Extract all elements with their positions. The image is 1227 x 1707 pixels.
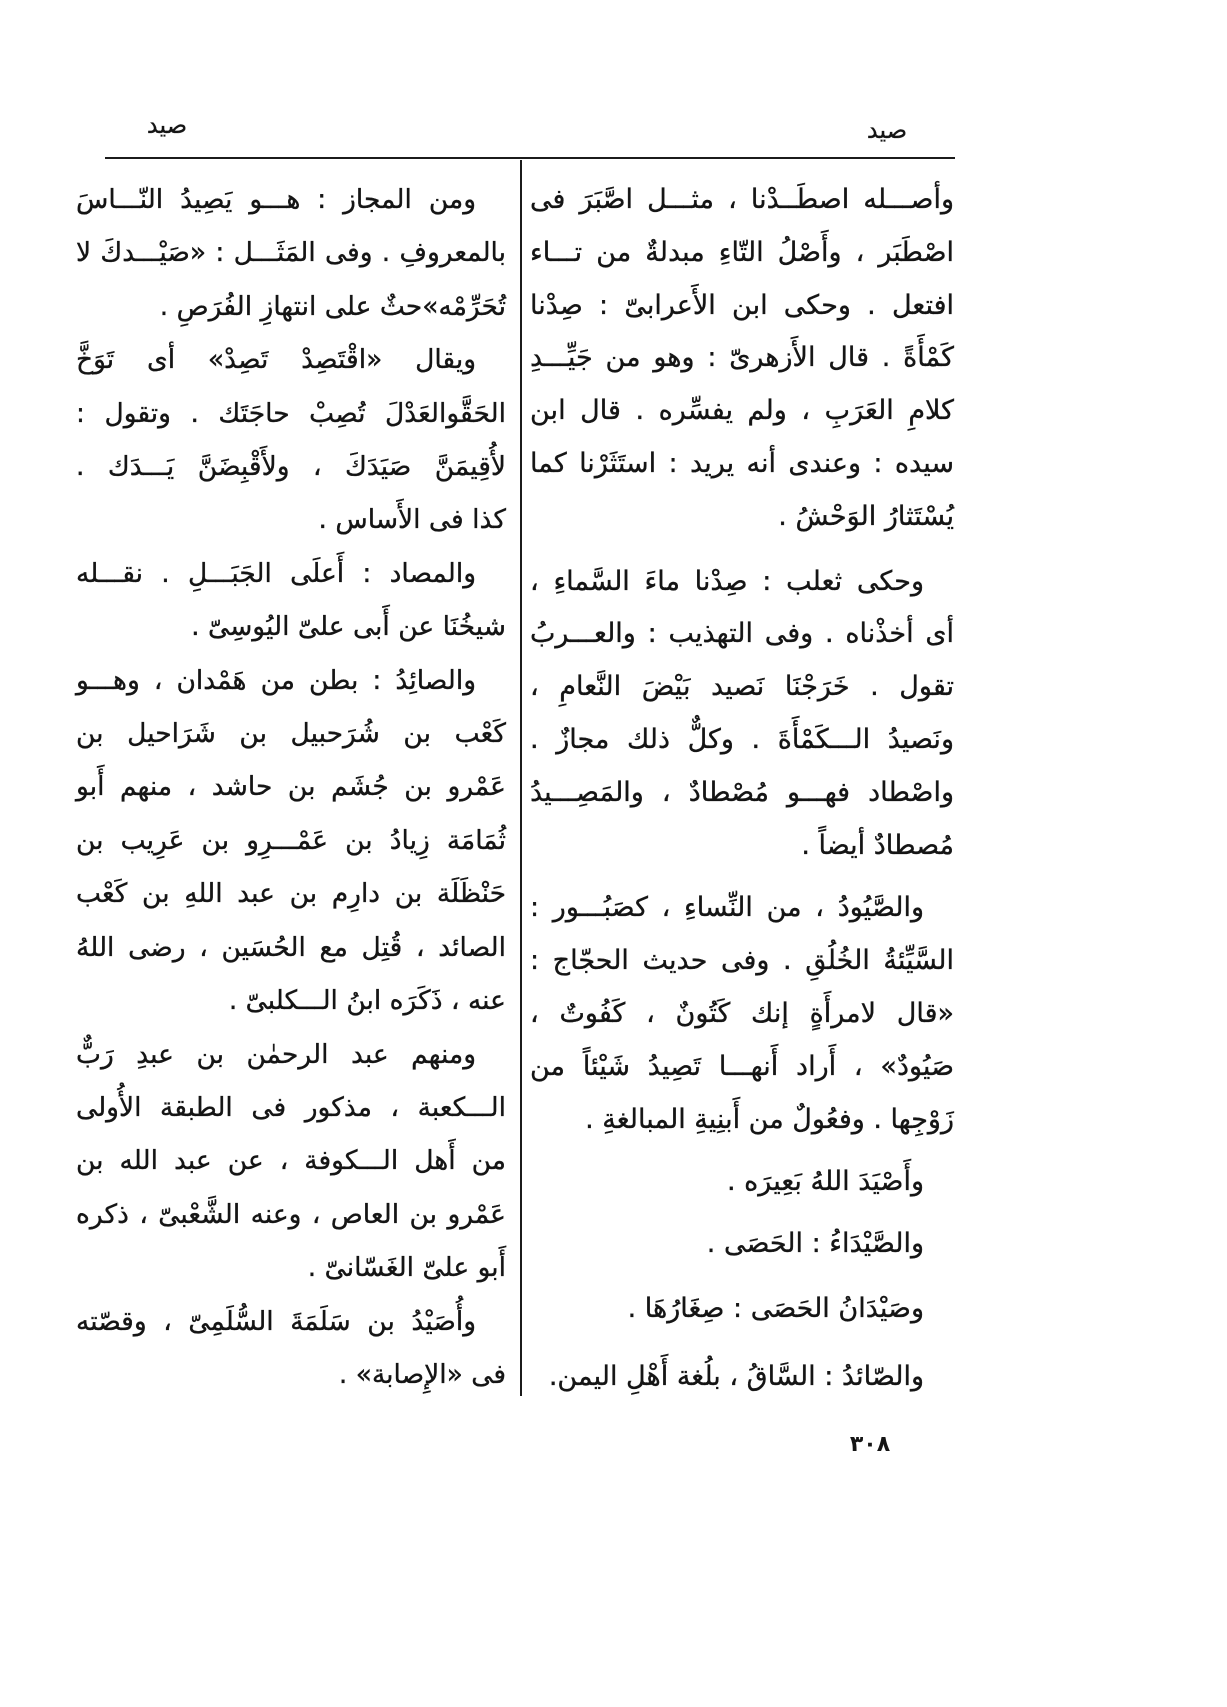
left-column	[76, 173, 506, 1401]
text-line: عَمْرو بن جُشَم بن حاشد ، منهم أَبو	[76, 771, 506, 803]
paragraph	[76, 1295, 506, 1402]
text-line: زَوْجِها . وفعُولٌ من أَبنِيةِ المبالغةِ .	[585, 1103, 954, 1135]
text-line: السَّيِّئةُ الخُلُقِ . وفى حديث الحجّاج :	[530, 945, 954, 977]
right-column	[530, 174, 954, 1404]
page-number: ٣٠٨	[849, 1432, 891, 1457]
text-line: أَبو علىّ الغَسّانىّ .	[307, 1252, 506, 1284]
text-line: أى أخذْناه . وفى التهذيب : والعـــربُ	[530, 618, 954, 650]
text-line: من أَهل الـــكوفة ، عن عبد الله بن	[76, 1145, 506, 1177]
text-line: افتعل . وحكى ابن الأَعرابىّ : صِدْنا	[530, 289, 954, 321]
paragraph	[76, 547, 506, 654]
paragraph	[530, 556, 954, 873]
text-line: عنه ، ذَكَرَه ابنُ الـــكلبىّ .	[228, 985, 506, 1017]
text-line: سيده : وعندى أنه يريد : استَثَرْنا كما	[530, 447, 954, 479]
paragraph	[530, 1283, 954, 1336]
text-line: والصائِدُ : بطن من هَمْدان ، وهـــو	[76, 664, 476, 696]
text-line: وصَيْدَانُ الحَصَى : صِغَارُهَا .	[627, 1292, 924, 1324]
text-line: والصّائدُ : السَّاقُ ، بلُغة أَهْلِ اليمن.	[548, 1360, 924, 1392]
text-line: ونَصيدُ الـــكَمْأَةَ . وكلٌّ ذلك مجازٌ .	[530, 723, 954, 755]
running-head-right: صيد	[866, 116, 908, 144]
text-line: لأُقِيمَنَّ صَيَدَكَ ، ولأَقْبِضَنَّ يَـــدَك .	[76, 451, 506, 483]
text-line: ثُمَامَة زِيادُ بن عَمْـــرِو بن عَرِيب بن	[76, 824, 506, 856]
text-line: كذا فى الأَساس .	[318, 504, 506, 536]
text-line: وأصـــله اصطَــدْنا ، مثـــل اصَّبَرَ فى	[530, 184, 954, 215]
text-line: وأُصَيْدُ بن سَلَمَةَ السُّلَمِىّ ، وقصّته	[76, 1305, 476, 1337]
text-line: تُحَرِّمْه»حثٌ على انتهازِ الفُرَصِ .	[159, 290, 506, 322]
text-line: مُصطادٌ أيضاً .	[801, 829, 954, 861]
text-line: واصْطاد فهـــو مُصْطادٌ ، والمَصِـــيدُ	[530, 776, 954, 808]
text-line: والمصاد : أَعلَى الجَبَـــلِ . نقـــله	[76, 557, 476, 589]
paragraph	[76, 1028, 506, 1295]
column-divider	[520, 160, 522, 1396]
text-line: الـــكعبة ، مذكور فى الطبقة الأُولى	[76, 1091, 506, 1123]
header-rule	[105, 157, 955, 159]
text-line: ويقال «اقْتَصِدْ تَصِدْ» أى تَوَخَّ	[76, 344, 476, 376]
text-line: تقول . خَرَجْنَا نَصيد بَيْضَ النَّعامِ ،	[530, 671, 954, 703]
text-line: ومنهم عبد الرحمٰن بن عبدِ رَبٌّ	[76, 1038, 476, 1070]
paragraph	[530, 882, 954, 1146]
text-line: بالمعروفِ . وفى المَثَـــل : «صَيْـــدكَ لا	[76, 237, 506, 269]
text-line: حَنْظَلَة بن دارِم بن عبد اللهِ بن كَعْب	[76, 878, 506, 910]
text-line: عَمْرو بن العاص ، وعنه الشَّعْبىّ ، ذكره	[76, 1198, 506, 1230]
text-line: كَمْأَةً . قال الأَزهرىّ : وهو من جَيِّـــدِ	[530, 342, 954, 374]
running-head-left: صيد	[146, 111, 188, 139]
paragraph	[76, 654, 506, 1028]
text-line: الصائد ، قُتِل مع الحُسَين ، رضى اللهُ	[76, 931, 506, 963]
text-line: فى «الإِصابة» .	[338, 1358, 506, 1390]
paragraph	[76, 333, 506, 547]
paragraph	[530, 1218, 954, 1271]
text-line: والصَّيْدَاءُ : الحَصَى .	[706, 1228, 924, 1260]
text-line: شيخُنَا عن أَبى علىّ اليُوسِىّ .	[191, 611, 506, 643]
text-line: كَعْب بن شُرَحبيل بن شَرَاحيل بن	[76, 718, 506, 750]
text-line: ومن المجاز : هـــو يَصِيدُ النّـــاسَ	[76, 184, 476, 215]
paragraph	[530, 174, 954, 544]
text-line: وأَصْيَدَ اللهُ بَعِيرَه .	[727, 1166, 924, 1198]
text-line: يُسْتَثارُ الوَحْشُ .	[778, 500, 954, 532]
text-line: والصَّيُودُ ، من النِّساءِ ، كصَبُـــور :	[530, 892, 924, 924]
text-line: وحكى ثعلب : صِدْنا ماءَ السَّماءِ ،	[530, 565, 924, 597]
paragraph	[530, 1156, 954, 1209]
text-line: الحَقَّوالعَدْلَ تُصِبْ حاجَتَك . وتقول :	[76, 397, 506, 429]
text-line: اصْطَبَر ، وأَصْلُ التّاءِ مبدلةٌ من تـــاء	[530, 236, 954, 268]
text-line: كلامِ العَرَبِ ، ولم يفسِّره . قال ابن	[530, 395, 954, 427]
paragraph	[530, 1351, 954, 1404]
paragraph	[76, 173, 506, 333]
text-line: «قال لامرأَةٍ إنك كَتُونٌ ، كَفُوتٌ ،	[530, 997, 954, 1029]
text-line: صَيُودٌ» ، أَراد أَنهـــا تَصِيدُ شَيْئاً من	[530, 1050, 954, 1082]
